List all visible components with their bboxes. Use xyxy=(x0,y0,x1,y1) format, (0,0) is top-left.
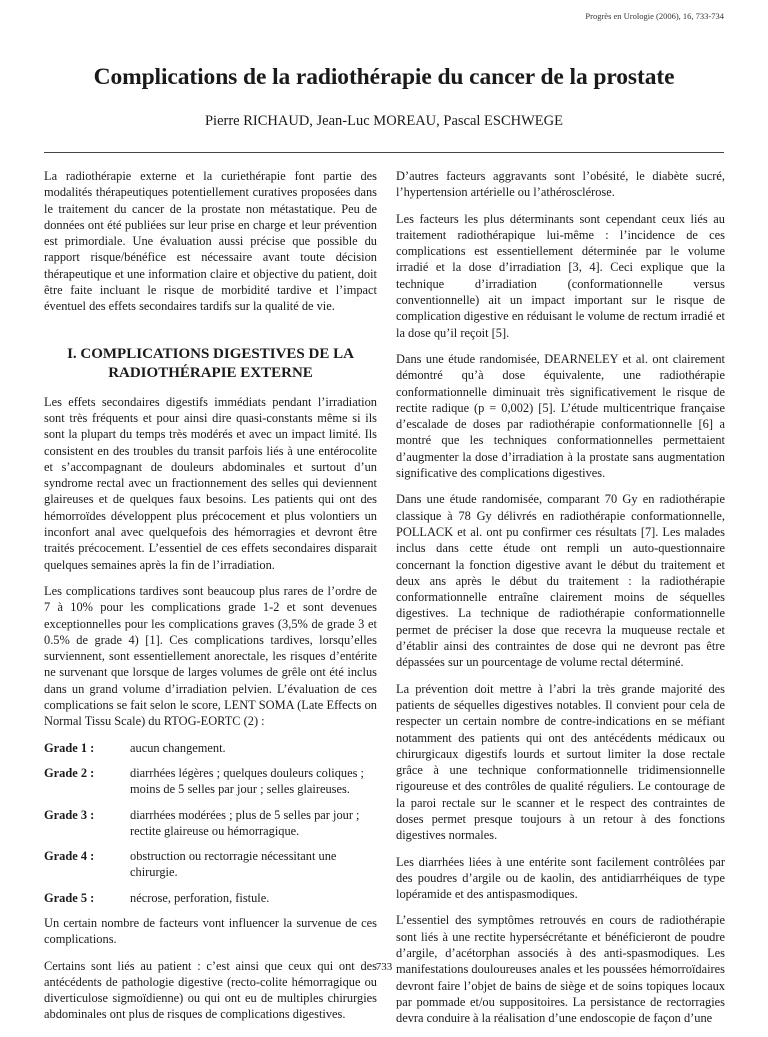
grade-label: Grade 4 : xyxy=(44,849,95,864)
abstract-paragraph: La radiothérapie externe et la curiethérapie font partie des modalités thérapeutiques potentiellement curatives proposées dans le traitement du cancer de la prostate non métastatique. Peu de données ont été publiées sur leur prise en charge et leur prévention est primordiale. Une évaluation aussi précise que possible du rapport risque/bénéfice est nécessaire avant toute décision thérapeutique et une information claire et objective du patient, doit être faite incluant le risque de morbidité tardive et l’impact éventuel des effets secondaires tardifs sur la qualité de vie. xyxy=(44,169,377,314)
grade-label: Grade 1 : xyxy=(44,740,95,755)
body-paragraph: Les diarrhées liées à une entérite sont facilement contrôlées par des poudres d’argile ou de kaolin, des antidiarrhéiques de type lopéramide et des antispasmodiques. xyxy=(396,854,725,902)
body-paragraph: Les effets secondaires digestifs immédiats pendant l’irradiation sont très fréquents et pour ainsi dire quasi-constants même si ils sont la plupart du temps très modérés et avec un impact limité. Ils consistent en des troubles du transit parfois liés à une entérocolite et s’accompagnant de douleurs abdominales et surtout d’un syndrome rectal avec un fractionnement des selles qui deviennent glaireuses et de quelques faux besoins. Les patients qui ont des hémorroïdes développent plus précocement et plus volontiers un inconfort anal avec quelquefois des hémorragies et devront être traités précocement. L’essentiel de ces effets secondaires disparait quelques semaines après la fin de l’irradiation. xyxy=(44,394,377,572)
body-paragraph: Un certain nombre de facteurs vont influencer la survenue de ces complications. xyxy=(44,915,377,947)
grade-description: nécrose, perforation, fistule. xyxy=(130,890,270,905)
grade-list xyxy=(44,740,377,906)
body-paragraph: Dans une étude randomisée, comparant 70 Gy en radiothérapie classique à 78 Gy délivrés en radiothérapie conformationnelle, POLLACK et al. ont pu confirmer ces résultats [7]. Les malades inclus dans cette étude ont rempli un auto-questionnaire concernant la fonction digestive avant le début du traitement et deux ans après le début du traitement : la radiothérapie conformationnelle entraîne clairement moins de séquelles digestives. La technique de radiothérapie conformationnelle permet de préciser la dose que recevra la muqueuse rectale et d’établir ainsi des contraintes de dose qui ne devront pas être dépassées sur un pourcentage de volume rectal déterminé. xyxy=(396,492,725,670)
authors: Pierre RICHAUD, Jean-Luc MOREAU, Pascal ESCHWEGE xyxy=(204,113,563,129)
grade-label: Grade 2 : xyxy=(44,765,95,780)
grade-item xyxy=(44,740,377,756)
header-divider xyxy=(44,152,724,153)
grade-description: diarrhées modérées ; plus de 5 selles par jour ; rectite glaireuse ou hémorragique. xyxy=(130,807,360,838)
grade-item xyxy=(44,890,377,906)
article-title: Complications de la radiothérapie du cancer de la prostate xyxy=(93,64,675,90)
journal-reference: Progrès en Urologie (2006), 16, 733-734 xyxy=(585,11,724,21)
grade-item xyxy=(44,765,377,798)
grade-description: aucun changement. xyxy=(130,740,226,755)
body-paragraph: Certains sont liés au patient : c’est ainsi que ceux qui ont des antécédents de pathologie digestive (recto-colite hémorragique ou diverticulose sigmoïdienne) ou qui ont eu de multiples chirurgies abdominales ont plus de risques de complications digestives. xyxy=(44,958,377,1022)
body-paragraph: Dans une étude randomisée, DEARNELEY et al. ont clairement démontré qu’à dose équivalente, une radiothérapie conformationnelle diminuait très significativement le risque de rectite radique (p = 0,002) [5]. L’étude multicentrique française d’escalade de doses par radiothérapie conformationnelle [6] a montré que les techniques conformationnelles permettaient d’augmenter la dose d’irradiation à la prostate sans augmentation significative des complications digestives. xyxy=(396,351,725,481)
right-column xyxy=(396,168,725,1037)
grade-label: Grade 3 : xyxy=(44,807,95,822)
body-paragraph: Les facteurs les plus déterminants sont cependant ceux liés au traitement radiothérapique lui-même : l’incidence de ces complications est essentiellement déterminée par le volume irradié et la dose d’irradiation [3, 4]. Ceci explique que la technique d’irradiation (conformationnelle versus conventionnelle) ait un impact important sur le risque de complication digestive en réduisant le volume de rectum irradié et la dose qu’il reçoit [5]. xyxy=(396,211,725,340)
body-paragraph: La prévention doit mettre à l’abri la très grande majorité des patients de séquelles digestives notables. Il convient pour cela de respecter un certain nombre de contre-indications en se méfiant notamment des patients qui ont des antécédents médicaux ou chirurgicaux digestifs lourds et surtout limiter la dose rectale grâce à une technique conformationnelle tridimensionnelle rigoureuse et des contrôles de qualité réguliers. Le contourage de la paroi rectale sur le scanner et le respect des contraintes de doses permet presque toujours à un retour à des fonctions digestives normales. xyxy=(396,681,725,843)
page-number: 733 xyxy=(375,961,393,973)
body-paragraph: D’autres facteurs aggravants sont l’obésité, le diabète sucré, l’hypertension artérielle ou l’athérosclérose. xyxy=(396,169,725,200)
grade-item xyxy=(44,848,377,881)
grade-description: obstruction ou rectorragie nécessitant une chirurgie. xyxy=(130,849,337,880)
grade-label: Grade 5 : xyxy=(44,890,95,905)
body-paragraph: L’essentiel des symptômes retrouvés en cours de radiothérapie sont liés à une rectite hypersécrétante et bénéficieront de poudre d’argile, d’acétorphan associés à des anti-spasmodiques. Les manifestations douloureuses anales et les poussées hémorroïdaires devront faire l’objet de bains de siège et de soins topiques locaux par pommade et/ou suppositoires. La persistance de rectorragies devra conduire à la réalisation d’une endoscopie de façon d’une xyxy=(396,913,725,1026)
grade-description: diarrhées légères ; quelques douleurs coliques ; moins de 5 selles par jour ; selles glaireuses. xyxy=(130,765,364,797)
body-paragraph: Les complications tardives sont beaucoup plus rares de l’ordre de 7 à 10% pour les complications grade 1-2 et sont devenues exceptionnelles pour les complications graves (3,5% de grade 3 et 0.5% de grade 4) [1]. Ces complications tardives, lorsqu’elles surviennent, sont essentiellement anorectale, les risques d’entérite ne survenant que lorsque de larges volumes de grêle ont été inclus dans un grand volume d’irradiation pelvien. L’évaluation de ces complications se fait selon le score, LENT SOMA (Late Effects on Normal Tissu Scale) du RTOG-EORTC (2) : xyxy=(44,583,377,729)
section-heading: I. COMPLICATIONS DIGESTIVES DE LA RADIOTHÉRAPIE EXTERNE xyxy=(67,345,354,381)
left-column xyxy=(44,168,377,1033)
grade-item xyxy=(44,807,377,840)
